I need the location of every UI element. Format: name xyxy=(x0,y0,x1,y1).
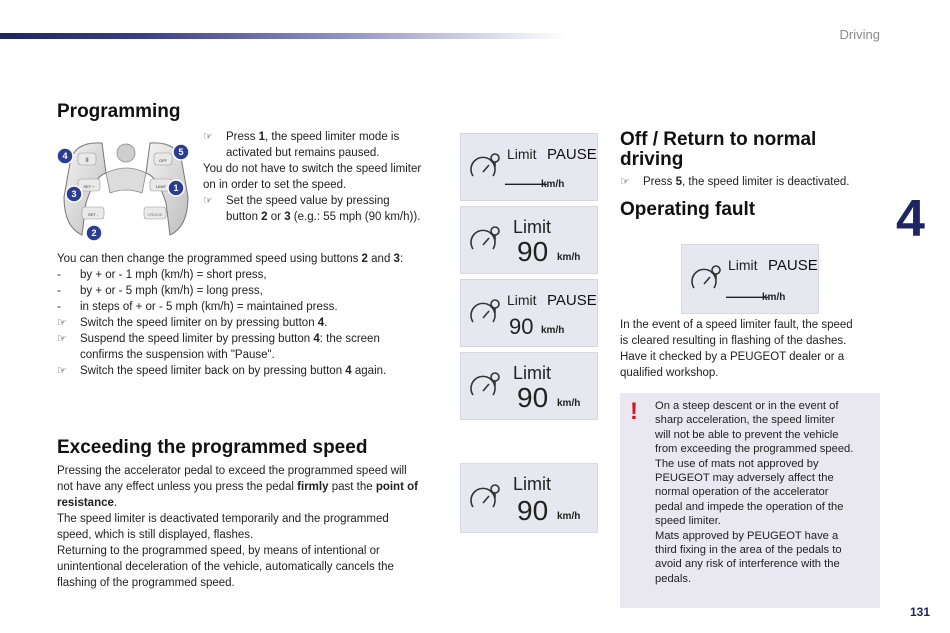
warning-line: from exceeding the programmed speed. xyxy=(655,443,854,456)
display-limit-label: Limit xyxy=(507,146,537,162)
display-pause-dashes xyxy=(460,133,598,201)
text-line: not have any effect unless you press the pedal firmly past the point of xyxy=(57,481,418,493)
svg-text:II: II xyxy=(85,158,89,164)
pointing-hand-icon: ☞ xyxy=(203,131,213,143)
display-unit: km/h xyxy=(541,325,565,336)
display-speed-value: 90 xyxy=(509,314,534,339)
speedometer-icon xyxy=(471,485,499,507)
display-speed-value: 90 xyxy=(517,236,549,267)
text-line: flashing of the programmed speed. xyxy=(57,577,235,589)
text-line: You can then change the programmed speed using buttons 2 and 3: xyxy=(57,253,404,265)
section-label: Driving xyxy=(839,27,880,42)
text-line: In the event of a speed limiter fault, the speed xyxy=(620,319,853,331)
display-speed-value: 90 xyxy=(517,495,549,526)
warning-line: speed limiter. xyxy=(655,515,721,528)
display-limit-90-flashing xyxy=(460,463,598,533)
text-line: confirms the suspension with "Pause". xyxy=(80,349,275,361)
display-limit-90 xyxy=(460,206,598,274)
text-line: - in steps of + or - 5 mph (km/h) = maintained press. xyxy=(57,301,338,313)
speedometer-icon xyxy=(471,154,499,176)
warning-line: normal operation of the accelerator xyxy=(655,486,829,499)
text-line: qualified workshop. xyxy=(620,367,719,379)
text-line: button 2 or 3 (e.g.: 55 mph (90 km/h)). xyxy=(226,211,421,223)
text-line: ☞ Press 5, the speed limiter is deactivated. xyxy=(620,176,850,188)
speedometer-icon xyxy=(471,373,499,395)
fault-body xyxy=(620,317,880,381)
off-return-title: Off / Return to normal driving xyxy=(620,129,817,170)
list-dash: - xyxy=(57,269,61,281)
warning-line: Mats approved by PEUGEOT have a xyxy=(655,529,839,542)
display-unit: km/h xyxy=(557,511,581,522)
text-line: speed, which is still displayed, flashes. xyxy=(57,529,254,541)
warning-line: On a steep descent or in the event of xyxy=(655,400,839,412)
text-line: - by + or - 1 mph (km/h) = short press, xyxy=(57,269,267,281)
text-line: activated but remains paused. xyxy=(226,147,380,159)
operating-fault-title: Operating fault xyxy=(620,199,756,220)
text-line: ☞ Set the speed value by pressing xyxy=(203,195,390,207)
text-line: ☞ Press 1, the speed limiter mode is xyxy=(203,131,400,143)
warning-text xyxy=(655,399,879,586)
display-speed-value: 90 xyxy=(517,382,549,413)
svg-text:OFF: OFF xyxy=(159,158,167,163)
steering-wheel-controls-illustration xyxy=(56,133,196,245)
text-line: Pressing the accelerator pedal to exceed the programmed speed will xyxy=(57,465,407,477)
text-line: unintentional deceleration of the vehicle, automatically cancels the xyxy=(57,561,394,573)
exceeding-title: Exceeding the programmed speed xyxy=(57,437,368,458)
svg-text:CRUISE: CRUISE xyxy=(147,212,163,217)
text-line: ☞ Switch the speed limiter back on by pressing button 4 again. xyxy=(57,365,387,377)
display-unit: km/h xyxy=(762,292,786,303)
off-return-body xyxy=(620,174,890,190)
svg-text:SET +: SET + xyxy=(83,184,95,189)
list-dash: - xyxy=(57,301,61,313)
programming-title: Programming xyxy=(57,101,181,122)
text-line: The speed limiter is deactivated temporarily and the programmed xyxy=(57,513,389,525)
text-line: - by + or - 5 mph (km/h) = long press, xyxy=(57,285,263,297)
display-limit-label: Limit xyxy=(513,474,552,494)
button-2-callout: 2 xyxy=(91,228,97,238)
pointing-hand-icon: ☞ xyxy=(203,195,213,207)
text-line: on in order to set the speed. xyxy=(203,179,347,191)
display-unit: km/h xyxy=(557,398,581,409)
display-limit-label: Limit xyxy=(507,292,537,308)
svg-text:LIMIT: LIMIT xyxy=(155,184,167,189)
warning-line: will not be able to prevent the vehicle xyxy=(655,428,839,441)
warning-line: third fixing in the area of the pedals to xyxy=(655,544,842,557)
display-unit: km/h xyxy=(541,179,565,190)
display-pause-label: PAUSE xyxy=(547,292,597,309)
pointing-hand-icon: ☞ xyxy=(57,317,67,329)
text-line: ☞ Switch the speed limiter on by pressing button 4. xyxy=(57,317,328,329)
warning-line: pedal and impede the operation of the xyxy=(655,500,844,513)
text-line: Returning to the programmed speed, by means of intentional or xyxy=(57,545,380,557)
display-limit-label: Limit xyxy=(513,217,552,237)
pointing-hand-icon: ☞ xyxy=(57,365,67,377)
pointing-hand-icon: ☞ xyxy=(57,333,67,345)
speedometer-icon xyxy=(471,300,499,322)
pointing-hand-icon: ☞ xyxy=(620,176,630,188)
warning-line: PEUGEOT may adversely affect the xyxy=(655,472,834,485)
speedometer-icon xyxy=(471,227,499,249)
warning-icon: ! xyxy=(630,398,638,425)
warning-line: pedals. xyxy=(655,572,692,585)
text-line: resistance. xyxy=(57,497,118,509)
display-pause-label: PAUSE xyxy=(547,146,597,163)
list-dash: - xyxy=(57,285,61,297)
display-pause-label: PAUSE xyxy=(768,257,818,274)
page-number: 131 xyxy=(910,605,931,619)
text-line: is cleared resulting in flashing of the dashes. xyxy=(620,335,847,347)
warning-line: The use of mats not approved by xyxy=(655,457,819,470)
button-4-callout: 4 xyxy=(62,151,68,161)
header-accent-bar xyxy=(0,33,565,39)
chapter-number: 4 xyxy=(896,190,925,248)
display-speed-value: ——— xyxy=(505,175,547,191)
text-line: Have it checked by a PEUGEOT dealer or a xyxy=(620,351,845,363)
display-fault-dashes xyxy=(681,244,819,314)
display-speed-value: ——— xyxy=(726,288,768,304)
programming-body xyxy=(57,251,457,379)
button-3-callout: 3 xyxy=(71,189,77,199)
text-line: ☞ Suspend the speed limiter by pressing button 4: the screen xyxy=(57,333,380,345)
display-limit-90-active xyxy=(460,352,598,420)
warning-line: sharp acceleration, the speed limiter xyxy=(655,414,835,427)
speedometer-icon xyxy=(692,266,720,288)
programming-steps xyxy=(203,129,453,225)
display-pause-90 xyxy=(460,279,598,347)
button-1-callout: 1 xyxy=(173,183,179,193)
exceeding-body xyxy=(57,463,457,591)
display-limit-label: Limit xyxy=(728,257,758,273)
svg-text:SET -: SET - xyxy=(87,212,99,217)
display-limit-label: Limit xyxy=(513,363,552,383)
button-5-callout: 5 xyxy=(178,147,184,157)
text-line: You do not have to switch the speed limiter xyxy=(203,163,422,175)
display-unit: km/h xyxy=(557,252,581,263)
warning-line: avoid any risk of interference with the xyxy=(655,558,840,571)
